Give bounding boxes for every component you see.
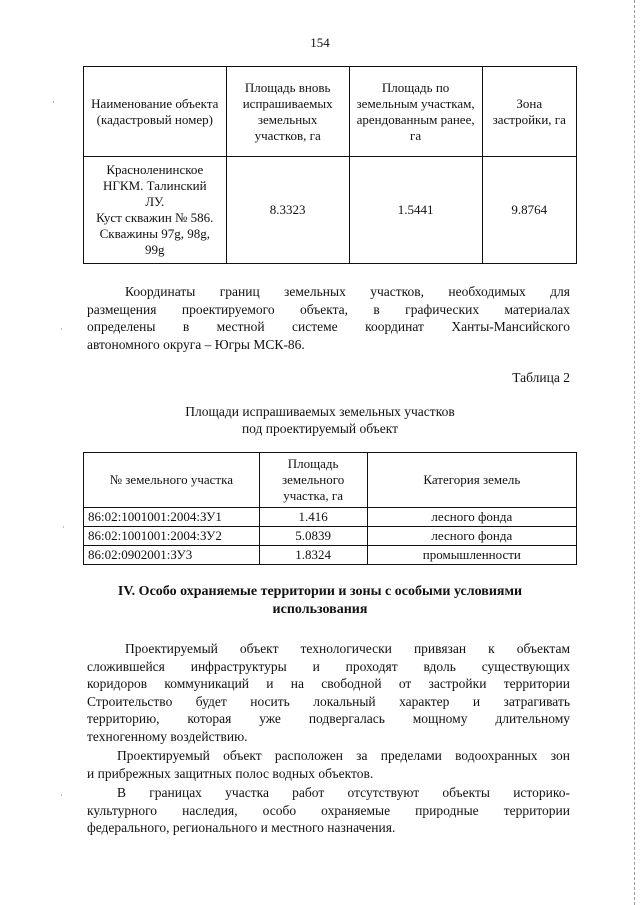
paragraph-line: коридоров коммуникаций и на свободной от застройки территории [87, 676, 570, 691]
paragraph-line: размещения проектируемого объекта, в графических материалах [87, 301, 570, 317]
section-heading [0, 583, 640, 619]
scan-speck: · [60, 324, 63, 334]
coordinates-paragraph [87, 283, 570, 353]
paragraph-line: техногенному воздействию. [87, 728, 248, 744]
paragraph-line: Проектируемый объект расположен за пределами водоохранных зон [117, 748, 570, 763]
header-leased-area: Площадь по земельным участкам, арендованным ранее, га [349, 67, 482, 157]
paragraph-line: Координаты границ земельных участков, необходимых для [125, 284, 570, 299]
table-row [84, 508, 577, 527]
table-row [84, 157, 577, 264]
leased-area-cell: 1.5441 [349, 157, 482, 264]
land-category-cell: лесного фонда [367, 527, 576, 546]
plot-area-table [83, 452, 577, 565]
table-row [84, 527, 577, 546]
plot-number-cell: 86:02:1001001:2004:ЗУ1 [84, 508, 260, 527]
water-zones-paragraph [87, 747, 570, 782]
header-new-area: Площадь вновь испрашиваемых земельных участков, га [226, 67, 349, 157]
scan-speck: · [62, 522, 65, 532]
heritage-paragraph [87, 784, 570, 837]
paragraph-line: определены в местной системе координат Ханты-Мансийского [87, 319, 570, 334]
land-area-table [83, 66, 577, 264]
scan-edge-line [633, 0, 635, 905]
land-category-cell: промышленности [367, 546, 576, 565]
scan-speck: · [52, 97, 55, 107]
plot-area-cell: 1.416 [259, 508, 367, 527]
infrastructure-paragraph [87, 640, 570, 745]
object-name-cell [84, 157, 227, 264]
header-land-category: Категория земель [367, 453, 576, 508]
section-heading-line: IV. Особо охраняемые территории и зоны с особыми условиями [117, 584, 523, 599]
header-object-name: Наименование объекта (кадастровый номер) [84, 67, 227, 157]
object-name-line: Скважины 97g, 98g, [99, 226, 210, 241]
paragraph-line: В границах участка работ отсутствуют объекты историко- [117, 785, 570, 800]
paragraph-line: автономного округа – Югры МСК-86. [87, 336, 305, 352]
paragraph-line: Строительство будет носить локальный характер и затрагивать [87, 693, 570, 709]
paragraph-line: Проектируемый объект технологически привязан к объектам [125, 641, 570, 656]
plot-area-cell: 5.0839 [259, 527, 367, 546]
object-name-line: 99g [145, 242, 165, 257]
table-caption [0, 403, 640, 437]
caption-line: Площади испрашиваемых земельных участков [185, 404, 455, 419]
object-name-line: Красноленинское [106, 162, 204, 177]
object-name-line: НГКМ. Талинский [103, 178, 207, 193]
object-name-line: ЛУ. [145, 194, 165, 209]
paragraph-line: и прибрежных защитных полос водных объектов. [87, 765, 374, 781]
caption-line: под проектируемый объект [241, 421, 399, 436]
table-header-row [84, 453, 577, 508]
table-header-row [84, 67, 577, 157]
object-name-line: Куст скважин № 586. [96, 210, 214, 225]
paragraph-line: сложившейся инфраструктуры и проходят вдоль существующих [87, 658, 570, 674]
page-number: 154 [310, 35, 330, 50]
paragraph-line: федерального, регионального и местного назначения. [87, 820, 396, 835]
paragraph-line: территорию, которая уже подвергалась мощному длительному [87, 711, 570, 726]
header-plot-area: Площадь земельного участка, га [259, 453, 367, 508]
plot-number-cell: 86:02:0902001:ЗУ3 [84, 546, 260, 565]
table-number-label: Таблица 2 [512, 370, 570, 385]
plot-number-cell: 86:02:1001001:2004:ЗУ2 [84, 527, 260, 546]
section-heading-line: использования [272, 602, 368, 617]
header-zone-area: Зона застройки, га [482, 67, 577, 157]
header-plot-number: № земельного участка [84, 453, 260, 508]
plot-area-cell: 1.8324 [259, 546, 367, 565]
zone-area-cell: 9.8764 [482, 157, 577, 264]
scan-speck: · [60, 790, 63, 800]
new-area-cell: 8.3323 [226, 157, 349, 264]
table-row [84, 546, 577, 565]
paragraph-line: культурного наследия, особо охраняемые природные территории [87, 802, 570, 818]
land-category-cell: лесного фонда [367, 508, 576, 527]
